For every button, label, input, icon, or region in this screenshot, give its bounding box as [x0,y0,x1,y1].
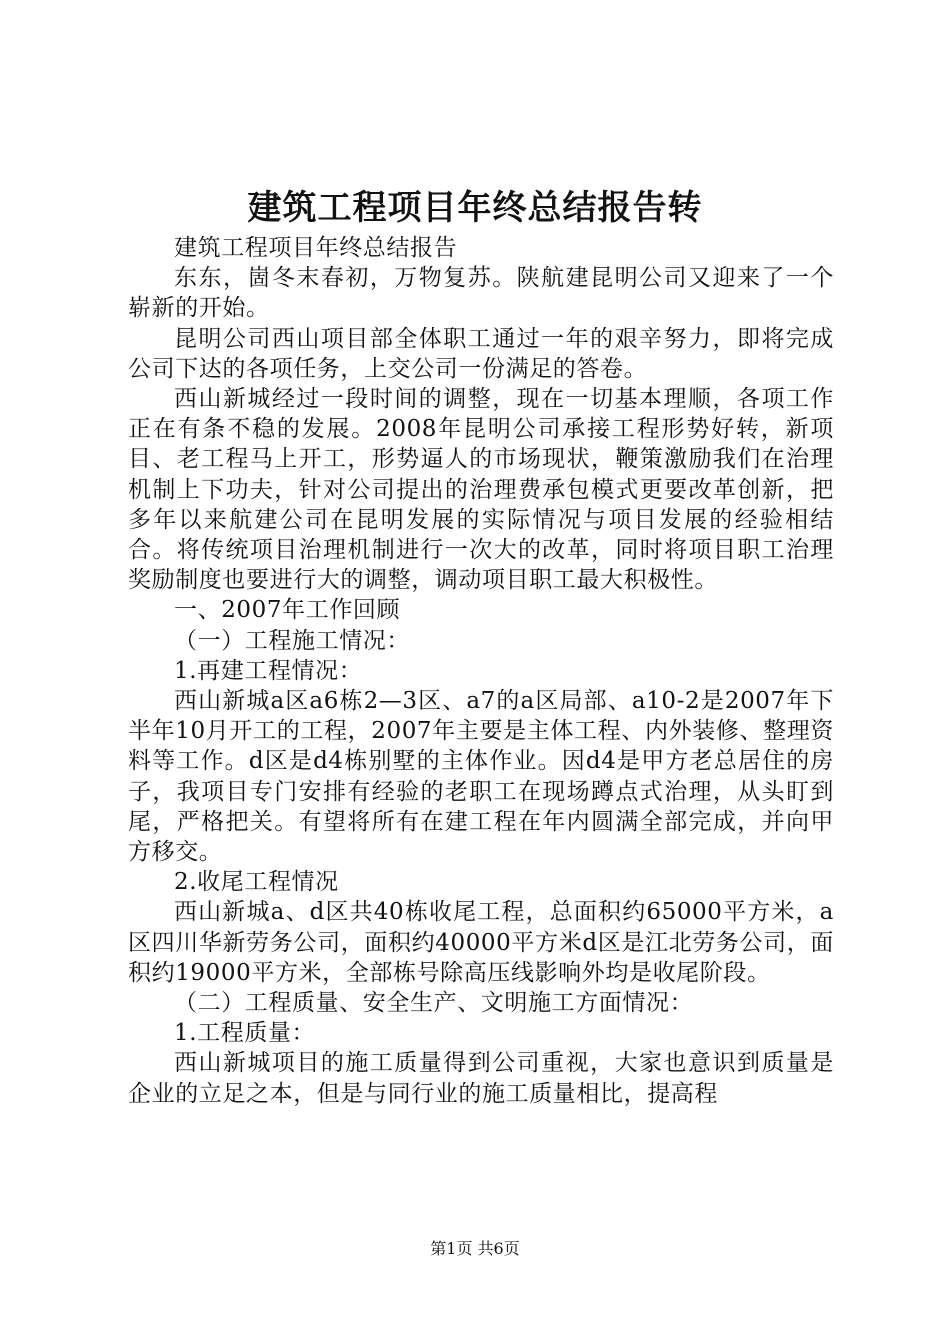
paragraph: 西山新城a区a6栋2—3区、a7的a区局部、a10-2是2007年下半年10月开工的工程，2007年主要是主体工程、内外装修、整理资料等工作。d区是d4栋别墅的主体作业。因d4是甲方老总居住的房子，我项目专门安排有经验的老职工在现场蹲点式治理，从头盯到尾，严格把关。有望将所有在建工程在年内圆满全部完成，并向甲方移交。 [128,688,834,866]
page-footer: 第1页 共6页 [430,1239,520,1258]
item-heading: 2.收尾工程情况 [174,869,339,896]
document-body [128,233,834,1109]
paragraph: 东东，崮冬末春初，万物复苏。陕航建昆明公司又迎来了一个崭新的开始。 [128,265,834,322]
paragraph: 建筑工程项目年终总结报告 [174,235,458,261]
item-heading: 1.再建工程情况： [174,657,363,684]
document-title: 建筑工程项目年终总结报告转 [247,188,703,228]
subsection-heading: （一）工程施工情况： [174,627,410,654]
paragraph: 昆明公司西山项目部全体职工通过一年的艰辛努力，即将完成公司下达的各项任务，上交公司一份满足的答卷。 [128,325,834,382]
paragraph: 西山新城经过一段时间的调整，现在一切基本理顺，各项工作正在有条不稳的发展。2008年昆明公司承接工程形势好转，新项目、老工程马上开工，形势逼人的市场现状，鞭策激励我们在治理机制上下功夫，针对公司提出的治理费承包模式更要改革创新，把多年以来航建公司在昆明发展的实际情况与项目发展的经验相结合。将传统项目治理机制进行一次大的改革，同时将项目职工治理奖励制度也要进行大的调整，调动项目职工最大积极性。 [128,386,834,594]
paragraph: 西山新城a、d区共40栋收尾工程，总面积约65000平方米，a区四川华新劳务公司，面积约40000平方米d区是江北劳务公司，面积约19000平方米，全部栋号除高压线影响外均是收尾阶段。 [128,899,834,986]
section-heading: 一、2007年工作回顾 [174,597,401,624]
item-heading: 1.工程质量： [174,1020,316,1047]
subsection-heading: （二）工程质量、安全生产、文明施工方面情况： [174,990,694,1017]
paragraph: 西山新城项目的施工质量得到公司重视，大家也意识到质量是企业的立足之本，但是与同行业的施工质量相比，提高程 [128,1050,834,1107]
